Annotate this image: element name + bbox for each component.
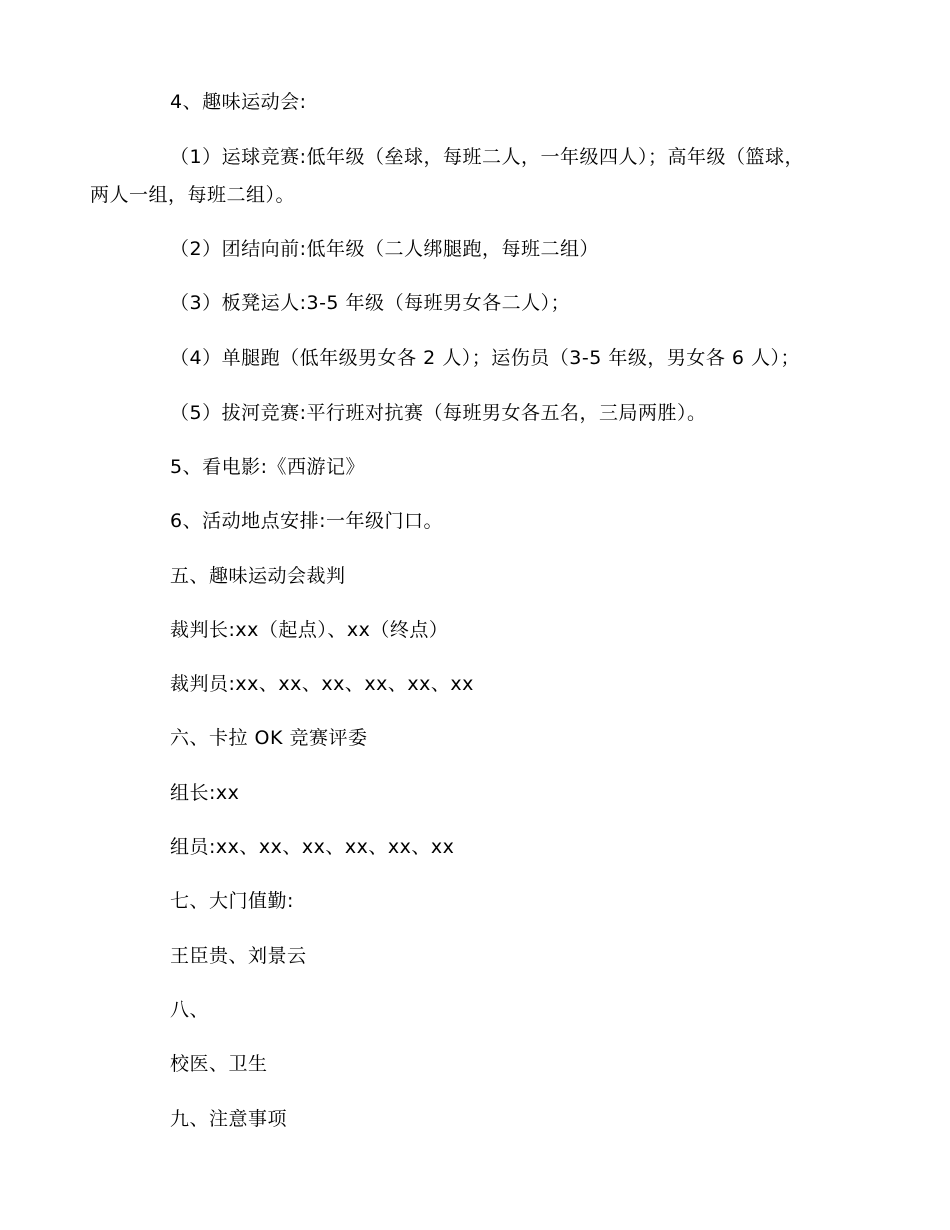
- group-leader: 组长:xx: [170, 782, 240, 804]
- chief-referee: 裁判长:xx（起点）、xx（终点）: [170, 619, 449, 641]
- section-heading-5: 五、趣味运动会裁判: [170, 565, 346, 587]
- group-members: 组员:xx、xx、xx、xx、xx、xx: [170, 836, 455, 858]
- sub-item-1-line2: 两人一组，每班二组）。: [90, 184, 296, 206]
- gate-duty-names: 王臣贵、刘景云: [170, 945, 307, 967]
- section-item-6: 6、活动地点安排:一年级门口。: [170, 510, 443, 532]
- referees: 裁判员:xx、xx、xx、xx、xx、xx: [170, 673, 474, 695]
- section-heading-7: 七、大门值勤:: [170, 890, 294, 912]
- section-heading-9: 九、注意事项: [170, 1108, 288, 1130]
- section-item-5: 5、看电影:《西游记》: [170, 456, 365, 478]
- section-heading-6: 六、卡拉 OK 竞赛评委: [170, 727, 368, 749]
- sub-item-5: （5）拔河竞赛:平行班对抗赛（每班男女各五名，三局两胜）。: [170, 402, 707, 424]
- doctor-hygiene: 校医、卫生: [170, 1053, 268, 1075]
- section-item-4-heading: 4、趣味运动会:: [170, 91, 307, 113]
- section-heading-8: 八、: [170, 999, 210, 1021]
- sub-item-3: （3）板凳运人:3-5 年级（每班男女各二人）；: [170, 292, 571, 314]
- sub-item-2: （2）团结向前:低年级（二人绑腿跑，每班二组）: [170, 238, 599, 260]
- sub-item-4: （4）单腿跑（低年级男女各 2 人）；运伤员（3-5 年级，男女各 6 人）；: [170, 347, 800, 369]
- sub-item-1-line1: （1）运球竞赛:低年级（垒球，每班二人，一年级四人）；高年级（篮球，: [170, 146, 804, 168]
